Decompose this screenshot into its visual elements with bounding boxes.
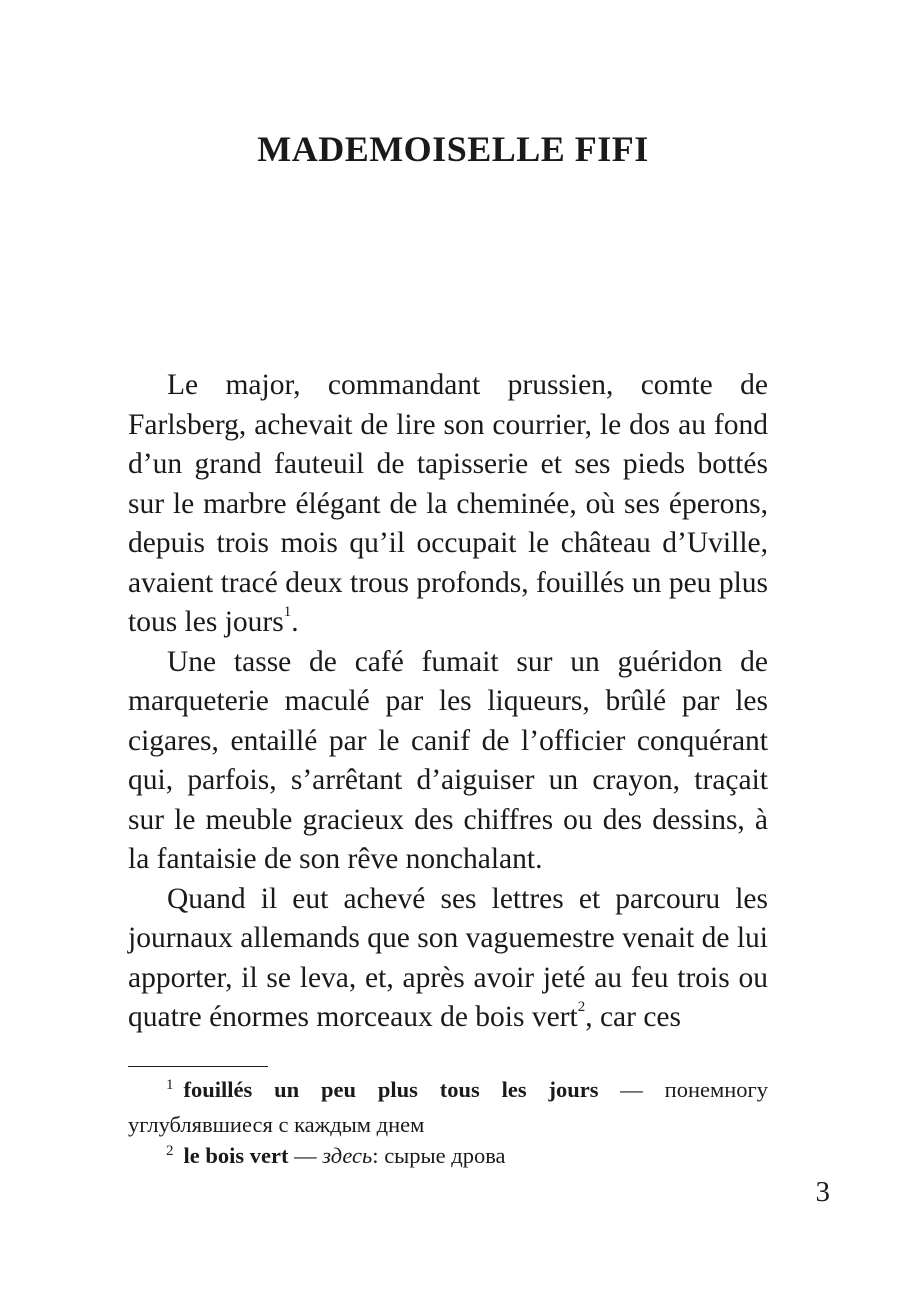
paragraph-text: Quand il eut achevé ses lettres et parcouru les journaux allemands que son vaguemestre venait de lui apporter, il se leva, et, après avoir jeté au feu trois ou quatre énormes morceaux de bois vert [128,882,768,1033]
footnote-number: 1 [166,1077,174,1093]
paragraph [128,366,768,643]
paragraph-text: Le major, commandant prussien, comte de Farlsberg, achevait de lire son courrier, le dos au fond d’un grand fauteuil de tapisserie et ses pieds bottés sur le marbre élégant de la cheminée, où ses éperons, depuis trois mois qu’il occupait le château d’Uville, avaient tracé deux trous profonds, fouillés un peu plus tous les jours [128,369,768,638]
footnote [128,1074,768,1140]
footnotes [128,1074,768,1175]
paragraph [128,643,768,880]
footnote-colon: : [372,1143,385,1168]
footnote-dash: — [598,1077,665,1102]
footnote-term: fouillés un peu plus tous les jours [183,1077,599,1102]
footnote-term: le bois vert [183,1143,289,1168]
paragraph-text: Une tasse de café fumait sur un guéridon de marqueterie maculé par les liqueurs, brûlé par les cigares, entaillé par le canif de l’officier conquérant qui, parfois, s’arrêtant d’aiguiser un crayon, traçait sur le meuble gracieux des chiffres ou des dessins, à la fantaisie de son rêve nonchalant. [128,645,768,875]
footnote-note: здесь [322,1143,373,1168]
main-text [128,366,768,1038]
paragraph-text-after: , car ces [585,1001,682,1033]
footnote-definition: сырые дрова [384,1143,506,1168]
footnote-divider [128,1066,268,1067]
page-title: MADEMOISELLE FIFI [257,129,649,169]
page-number: 3 [815,1176,830,1208]
paragraph-text-after: . [291,606,299,638]
footnote-ref: 2 [577,999,586,1016]
footnote-dash: — [288,1143,323,1168]
footnote-definition: понемногу углублявшиеся с каждым днем [128,1077,768,1137]
paragraph [128,880,768,1038]
footnote [128,1140,768,1175]
footnote-ref: 1 [283,604,292,621]
footnote-number: 2 [166,1143,174,1159]
